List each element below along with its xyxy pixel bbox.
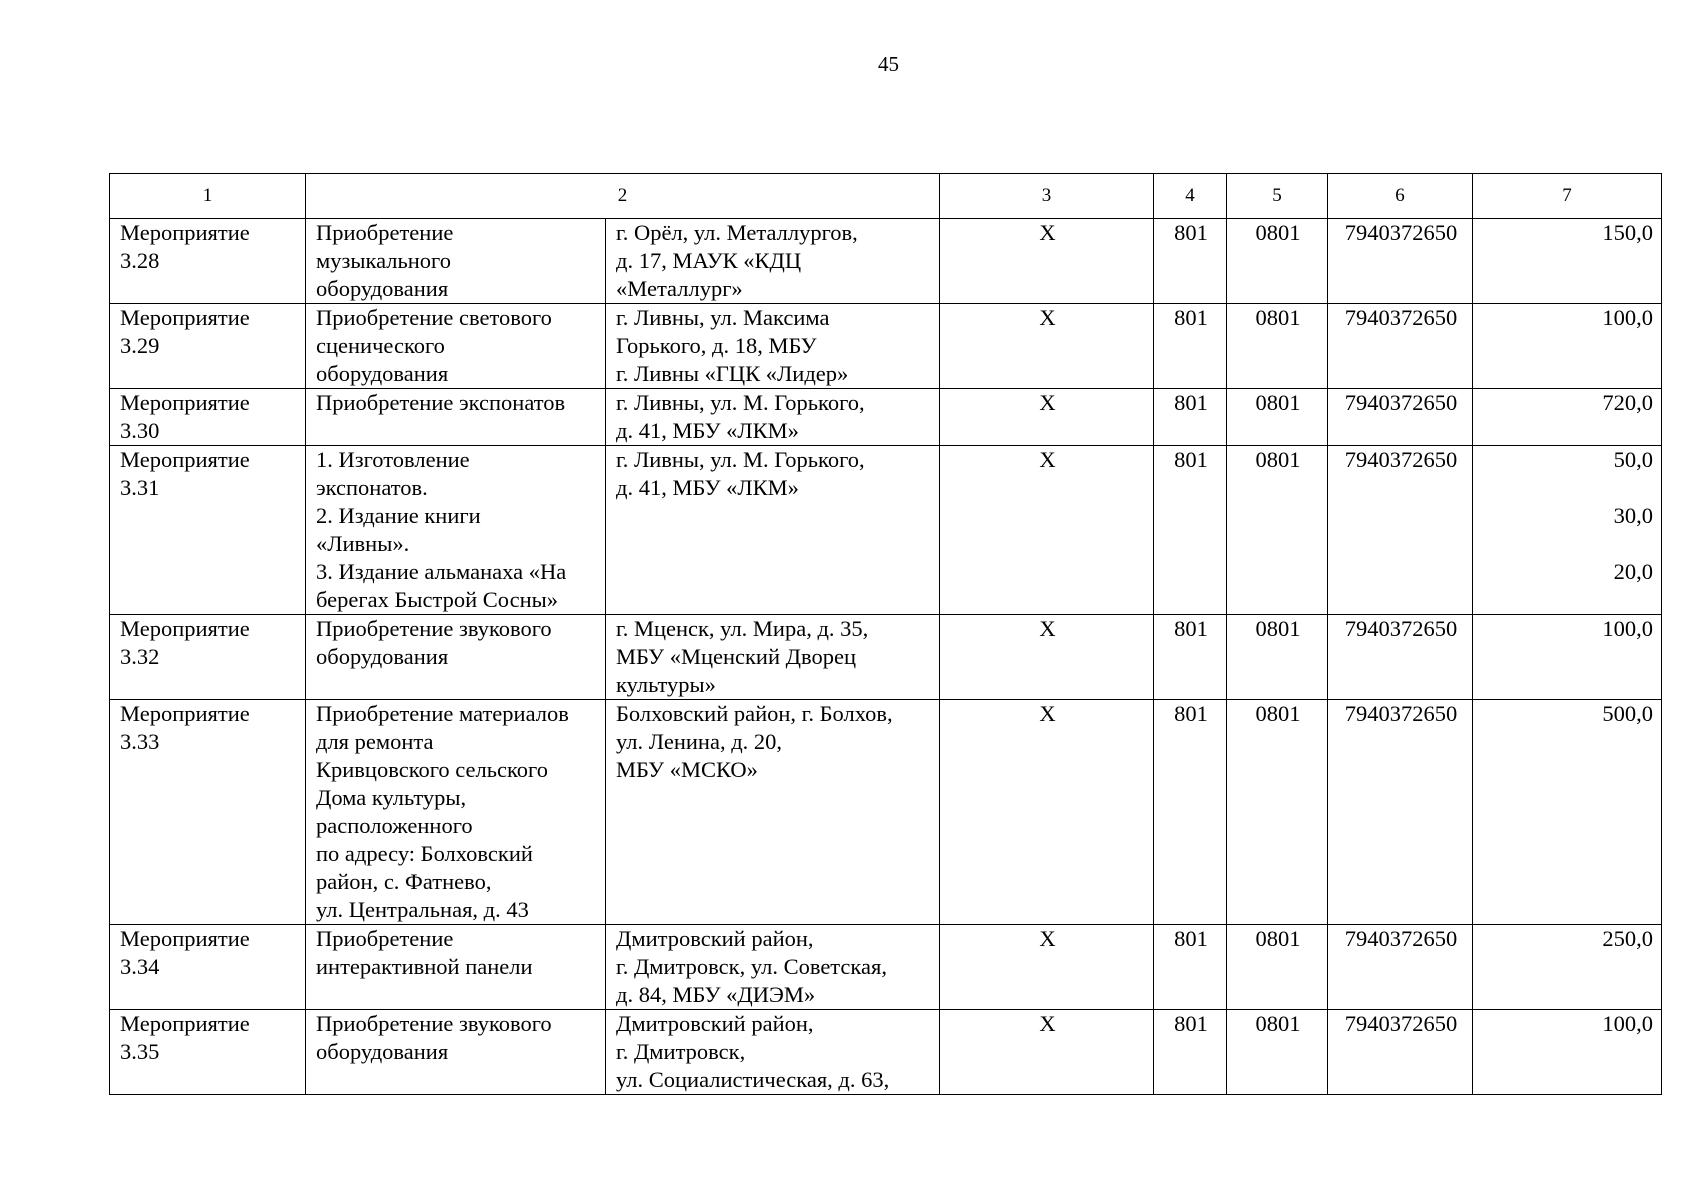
amount-value: 20,0	[1613, 559, 1653, 584]
activity-name-line: Приобретение светового	[316, 305, 552, 330]
col-6-cell: 7940372650	[1328, 700, 1473, 925]
activity-name-line: интерактивной панели	[316, 954, 533, 979]
activity-name	[306, 389, 606, 446]
col-5-cell: 0801	[1227, 615, 1328, 700]
col-3-cell: Х	[940, 446, 1154, 615]
activity-label-line: Мероприятие	[120, 926, 250, 951]
activity-address-line: д. 41, МБУ «ЛКМ»	[616, 418, 799, 443]
activity-address-line: культуры»	[616, 672, 716, 697]
col-3-cell: Х	[940, 389, 1154, 446]
amount-value: 100,0	[1602, 616, 1653, 641]
activity-address	[606, 389, 940, 446]
activity-label	[110, 446, 306, 615]
activity-address-line: Дмитровский район,	[616, 1011, 814, 1036]
activity-label-line: Мероприятие	[120, 447, 250, 472]
activity-label-line: 3.34	[120, 954, 160, 979]
activity-name	[306, 1010, 606, 1095]
header-col-6: 6	[1328, 174, 1473, 219]
col-5-cell: 0801	[1227, 700, 1328, 925]
col-5-cell: 0801	[1227, 446, 1328, 615]
col-5-cell: 0801	[1227, 219, 1328, 304]
amount-cell	[1473, 219, 1662, 304]
activity-name	[306, 446, 606, 615]
col-3-cell: Х	[940, 700, 1154, 925]
activity-name-line: Приобретение	[316, 220, 454, 245]
activity-address	[606, 446, 940, 615]
activity-label	[110, 1010, 306, 1095]
activity-address-line: д. 84, МБУ «ДИЭМ»	[616, 982, 816, 1007]
amount-cell	[1473, 304, 1662, 389]
activity-label-line: Мероприятие	[120, 1011, 250, 1036]
amount-value: 250,0	[1602, 926, 1653, 951]
col-5-cell: 0801	[1227, 1010, 1328, 1095]
activity-label-line: 3.28	[120, 248, 160, 273]
header-col-3: 3	[940, 174, 1154, 219]
activity-address-line: г. Дмитровск, ул. Советская,	[616, 954, 887, 979]
col-4-cell: 801	[1154, 700, 1227, 925]
col-6-cell: 7940372650	[1328, 304, 1473, 389]
col-3-cell: Х	[940, 1010, 1154, 1095]
amount-value: 50,0	[1613, 447, 1653, 472]
activity-label	[110, 615, 306, 700]
activity-address-line: г. Орёл, ул. Металлургов,	[616, 220, 858, 245]
col-3-cell: Х	[940, 615, 1154, 700]
activity-name-line: расположенного	[316, 813, 473, 838]
col-4-cell: 801	[1154, 389, 1227, 446]
activity-address-line: г. Ливны «ГЦК «Лидер»	[616, 361, 849, 386]
amount-value: 150,0	[1602, 220, 1653, 245]
table-row	[110, 615, 1662, 700]
amount-value: 100,0	[1602, 1011, 1653, 1036]
table-row	[110, 389, 1662, 446]
activity-name-line: оборудования	[316, 1039, 449, 1064]
table-body	[110, 219, 1662, 1095]
col-4-cell: 801	[1154, 304, 1227, 389]
activity-label-line: Мероприятие	[120, 220, 250, 245]
activity-name-line: музыкального	[316, 248, 451, 273]
activity-label-line: Мероприятие	[120, 701, 250, 726]
activity-name-line: Приобретение материалов	[316, 701, 569, 726]
activity-name-line: сценического	[316, 333, 445, 358]
amount-value: 30,0	[1613, 503, 1653, 528]
activity-address-line: д. 17, МАУК «КДЦ	[616, 248, 802, 273]
activity-address	[606, 925, 940, 1010]
activity-name-line: 1. Изготовление	[316, 447, 470, 472]
activity-name	[306, 219, 606, 304]
activity-name-line: для ремонта	[316, 729, 434, 754]
col-6-cell: 7940372650	[1328, 925, 1473, 1010]
col-6-cell: 7940372650	[1328, 446, 1473, 615]
activity-label-line: 3.29	[120, 333, 160, 358]
header-col-7: 7	[1473, 174, 1662, 219]
col-3-cell: Х	[940, 219, 1154, 304]
header-col-4: 4	[1154, 174, 1227, 219]
activity-name	[306, 304, 606, 389]
col-4-cell: 801	[1154, 1010, 1227, 1095]
activity-address-line: Дмитровский район,	[616, 926, 814, 951]
activity-address-line: г. Ливны, ул. М. Горького,	[616, 390, 865, 415]
table-row	[110, 925, 1662, 1010]
activity-address-line: МБУ «Мценский Дворец	[616, 644, 856, 669]
activity-name-line: Приобретение звукового	[316, 1011, 552, 1036]
activity-name-line: 2. Издание книги	[316, 503, 481, 528]
col-6-cell: 7940372650	[1328, 389, 1473, 446]
amount-value: 720,0	[1602, 390, 1653, 415]
activity-name-line: Кривцовского сельского	[316, 757, 548, 782]
col-5-cell: 0801	[1227, 925, 1328, 1010]
col-5-cell: 0801	[1227, 304, 1328, 389]
col-4-cell: 801	[1154, 219, 1227, 304]
activity-name-line: Приобретение экспонатов	[316, 390, 566, 415]
header-col-5: 5	[1227, 174, 1328, 219]
activity-address-line: Болховский район, г. Болхов,	[616, 701, 893, 726]
amount-cell	[1473, 615, 1662, 700]
activity-label-line: 3.31	[120, 475, 160, 500]
col-6-cell: 7940372650	[1328, 219, 1473, 304]
table-row	[110, 304, 1662, 389]
table-row	[110, 219, 1662, 304]
activity-address	[606, 219, 940, 304]
activity-name-line: ул. Центральная, д. 43	[316, 897, 529, 922]
activity-name-line: Дома культуры,	[316, 785, 467, 810]
activity-address-line: ул. Ленина, д. 20,	[616, 729, 783, 754]
amount-cell	[1473, 389, 1662, 446]
activity-label	[110, 925, 306, 1010]
activity-name-line: Приобретение звукового	[316, 616, 552, 641]
col-3-cell: Х	[940, 925, 1154, 1010]
activity-address-line: ул. Социалистическая, д. 63,	[616, 1067, 890, 1092]
activity-address-line: г. Ливны, ул. Максима	[616, 305, 830, 330]
activity-name	[306, 700, 606, 925]
col-6-cell: 7940372650	[1328, 615, 1473, 700]
activity-address-line: д. 41, МБУ «ЛКМ»	[616, 475, 799, 500]
activity-name-line: 3. Издание альманаха «На	[316, 559, 567, 584]
activity-label-line: Мероприятие	[120, 390, 250, 415]
activity-label-line: 3.32	[120, 644, 160, 669]
activity-address	[606, 615, 940, 700]
amount-cell	[1473, 925, 1662, 1010]
activity-name	[306, 925, 606, 1010]
amount-value: 500,0	[1602, 701, 1653, 726]
col-4-cell: 801	[1154, 925, 1227, 1010]
activity-label-line: 3.30	[120, 418, 160, 443]
activity-name-line: район, с. Фатнево,	[316, 869, 492, 894]
activity-label-line: 3.35	[120, 1039, 160, 1064]
activity-label	[110, 219, 306, 304]
activity-label	[110, 304, 306, 389]
activity-name-line: Приобретение	[316, 926, 454, 951]
activity-address-line: г. Ливны, ул. М. Горького,	[616, 447, 865, 472]
amount-cell	[1473, 1010, 1662, 1095]
activity-address	[606, 700, 940, 925]
activity-name-line: оборудования	[316, 361, 449, 386]
table-row	[110, 1010, 1662, 1095]
table-row	[110, 446, 1662, 615]
activity-name-line: оборудования	[316, 644, 449, 669]
page-number: 45	[878, 52, 899, 76]
activity-address-line: г. Мценск, ул. Мира, д. 35,	[616, 616, 869, 641]
activities-table	[109, 173, 1662, 1095]
header-col-2: 2	[306, 174, 940, 219]
activity-label-line: Мероприятие	[120, 616, 250, 641]
activity-address	[606, 304, 940, 389]
header-row	[110, 174, 1662, 219]
activity-name-line: «Ливны».	[316, 531, 410, 556]
activity-name-line: оборудования	[316, 276, 449, 301]
col-6-cell: 7940372650	[1328, 1010, 1473, 1095]
activity-name-line: экспонатов.	[316, 475, 428, 500]
activity-label-line: 3.33	[120, 729, 160, 754]
activity-name-line: по адресу: Болховский	[316, 841, 533, 866]
activity-address-line: г. Дмитровск,	[616, 1039, 746, 1064]
activity-address-line: Горького, д. 18, МБУ	[616, 333, 817, 358]
activity-label	[110, 389, 306, 446]
activity-address	[606, 1010, 940, 1095]
amount-cell	[1473, 700, 1662, 925]
amount-cell	[1473, 446, 1662, 615]
col-4-cell: 801	[1154, 615, 1227, 700]
activity-address-line: МБУ «МСКО»	[616, 757, 758, 782]
activity-name	[306, 615, 606, 700]
col-5-cell: 0801	[1227, 389, 1328, 446]
header-col-1: 1	[110, 174, 306, 219]
col-4-cell: 801	[1154, 446, 1227, 615]
activity-address-line: «Металлург»	[616, 276, 743, 301]
amount-value: 100,0	[1602, 305, 1653, 330]
activity-label	[110, 700, 306, 925]
col-3-cell: Х	[940, 304, 1154, 389]
table-row	[110, 700, 1662, 925]
activity-label-line: Мероприятие	[120, 305, 250, 330]
activity-name-line: берегах Быстрой Сосны»	[316, 587, 558, 612]
